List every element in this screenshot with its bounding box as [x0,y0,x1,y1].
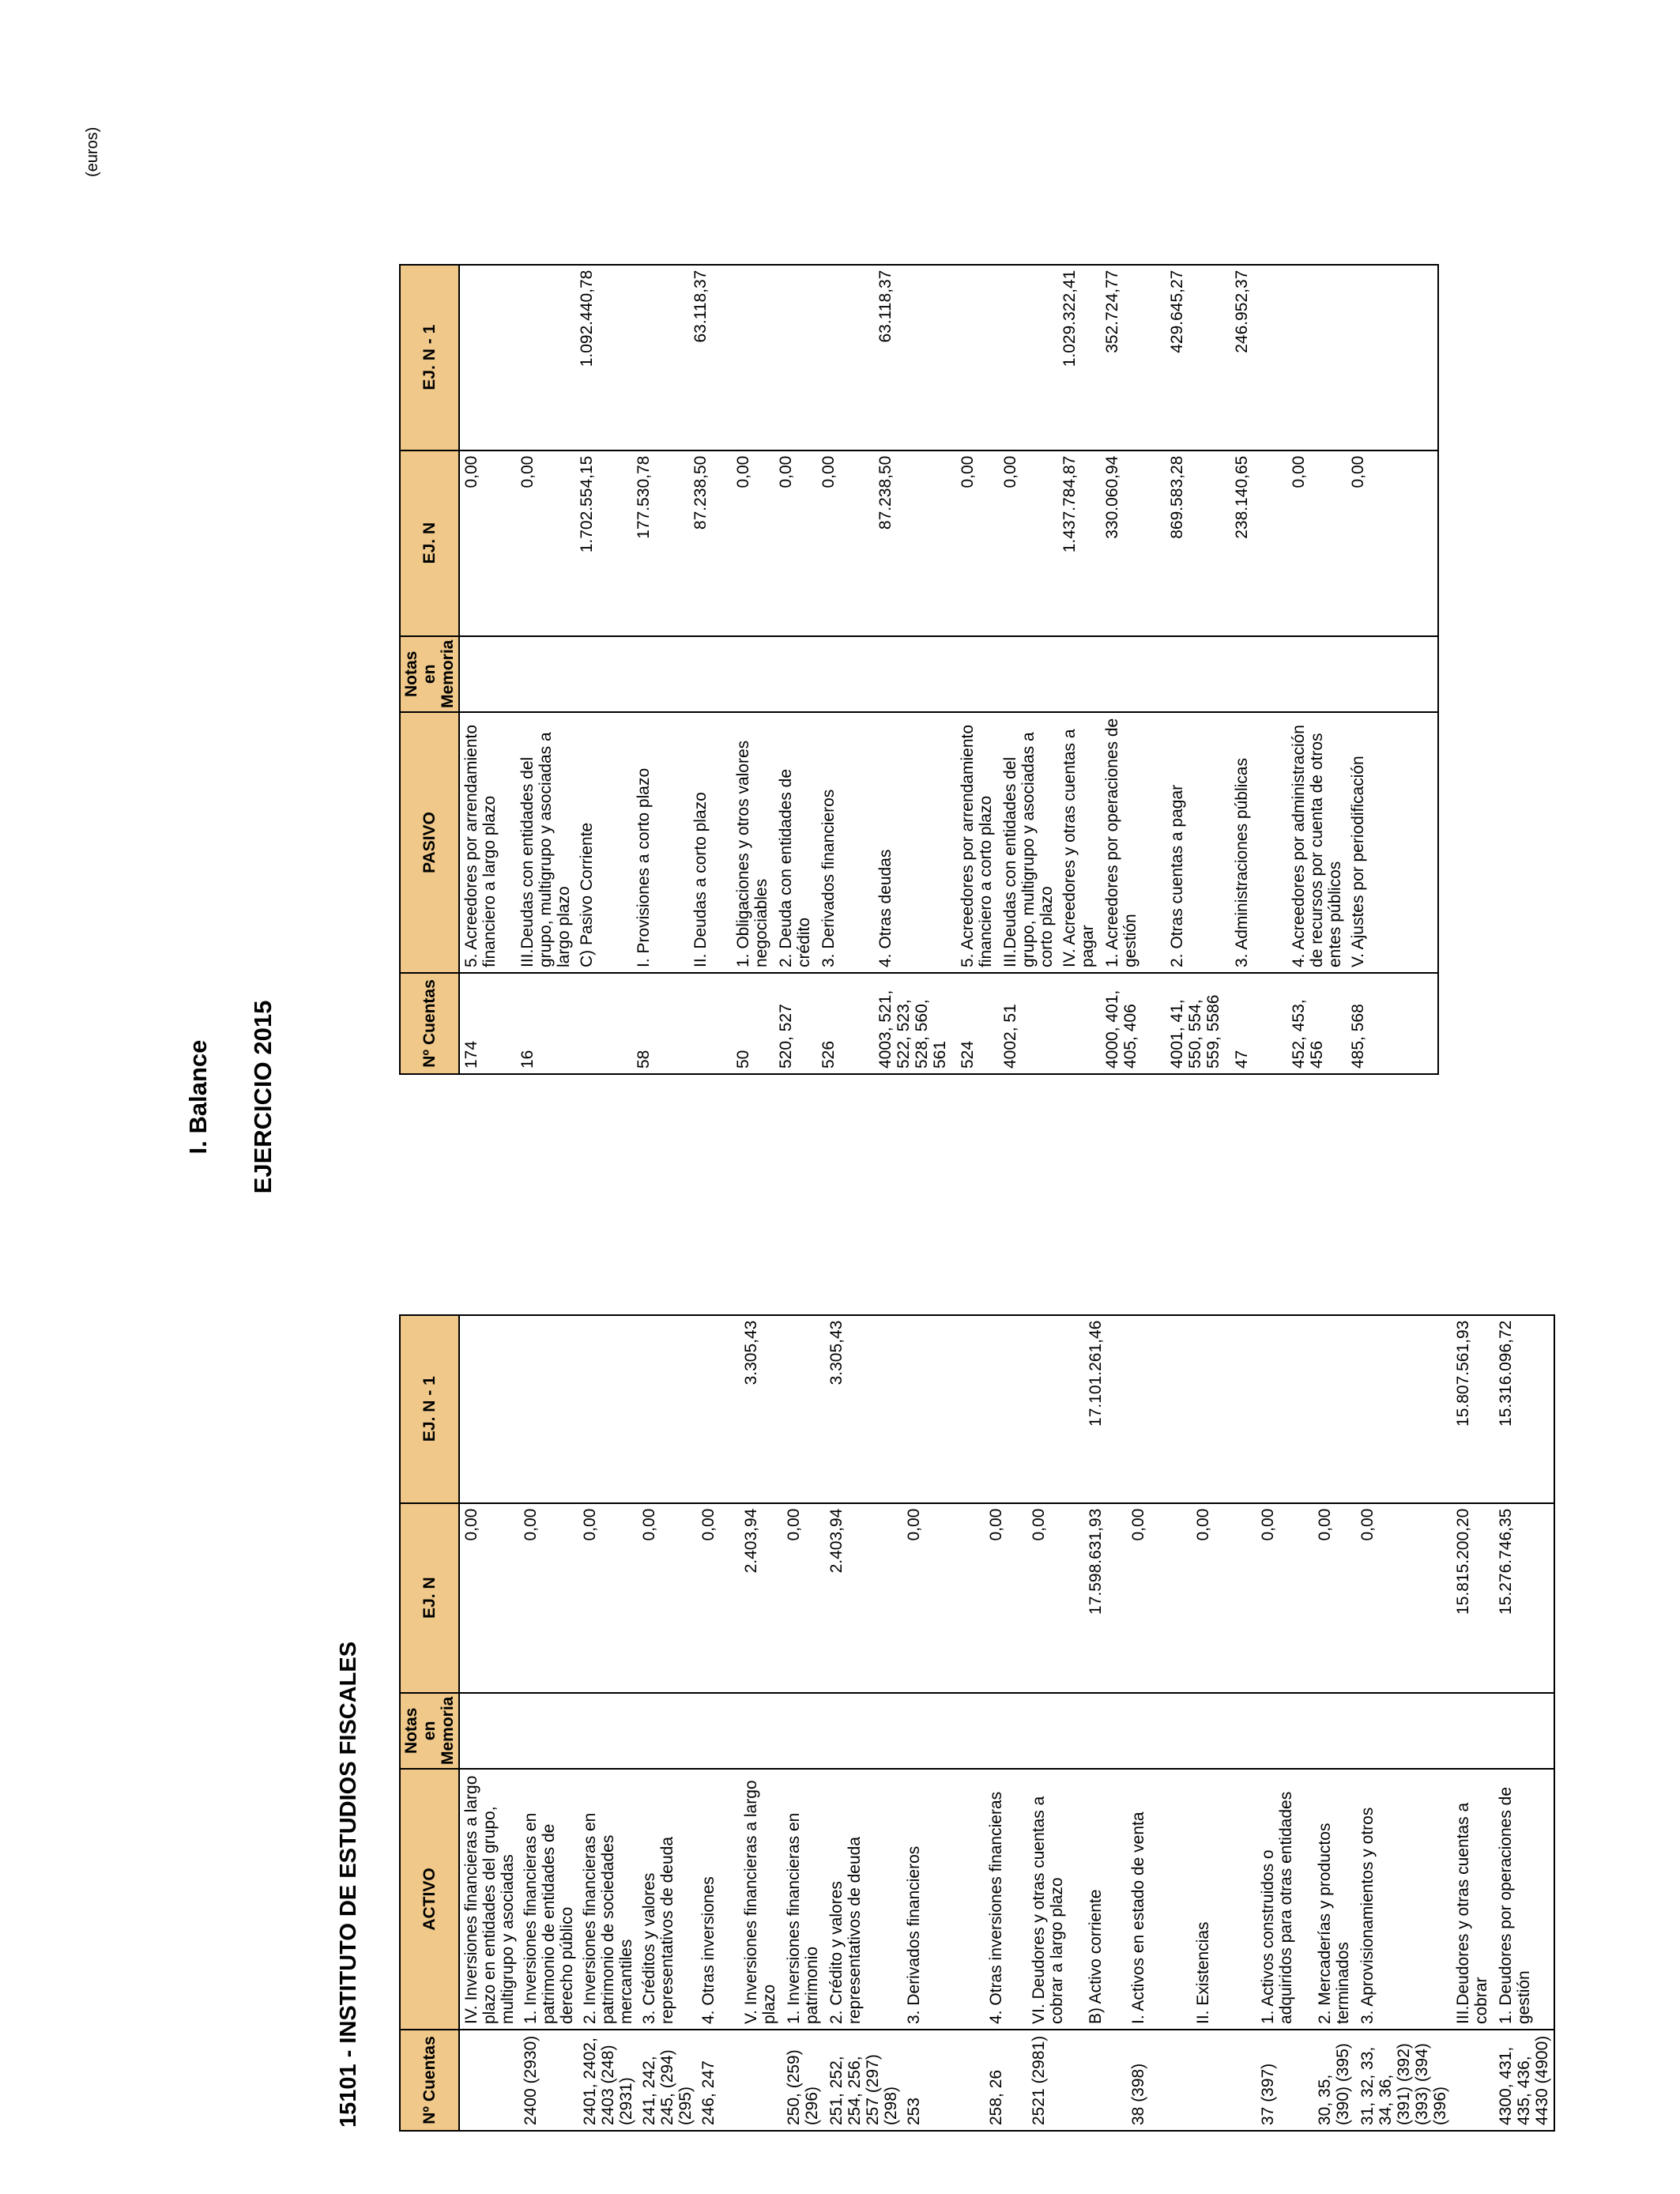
pasivo-cell-ejn: 0,00 [1287,450,1347,636]
pasivo-cell-cuentas: 4000, 401, 405, 406 [1101,973,1166,1074]
pasivo-cell-cuentas: 526 [817,973,874,1074]
pasivo-cell-concepto: I. Provisiones a corto plazo [632,712,689,973]
activo-row [1494,1315,1554,2131]
pasivo-cell-ejn1 [1347,265,1438,450]
pasivo-cell-ejn: 0,00 [774,450,817,636]
pasivo-cell-concepto: C) Pasivo Corriente [575,712,632,973]
pasivo-cell-concepto: 3. Derivados financieros [817,712,874,973]
pasivo-header-ejn: EJ. N [400,450,459,636]
activo-cell-ejn1 [578,1315,638,1503]
activo-cell-ejn1 [1127,1315,1192,1503]
activo-cell-ejn: 17.598.631,93 [1084,1503,1127,1693]
pasivo-cell-notas [1287,636,1347,712]
pasivo-header-ejn1: EJ. N - 1 [400,265,459,450]
activo-cell-notas [1192,1693,1256,1769]
activo-cell-notas [697,1693,740,1769]
pasivo-cell-ejn: 238.140,65 [1230,450,1287,636]
activo-row [782,1315,825,2131]
pasivo-cell-cuentas: 47 [1230,973,1287,1074]
pasivo-header-concepto: PASIVO [400,712,459,973]
pasivo-row [459,265,516,1074]
pasivo-cell-ejn: 87.238,50 [689,450,732,636]
pasivo-cell-notas [732,636,774,712]
activo-cell-concepto: 1. Deudores por operaciones de gestión [1494,1769,1554,2030]
pasivo-cell-cuentas [575,973,632,1074]
pasivo-cell-cuentas: 485, 568 [1347,973,1438,1074]
pasivo-header-cuentas: Nº Cuentas [400,973,459,1074]
activo-cell-ejn1 [1256,1315,1313,1503]
activo-cell-notas [1127,1693,1192,1769]
page-subtitle: EJERCICIO 2015 [249,1000,277,1194]
activo-cell-concepto: VI. Deudores y otras cuentas a cobrar a largo plazo [1027,1769,1084,2030]
pasivo-cell-cuentas: 16 [516,973,575,1074]
pasivo-cell-notas [459,636,516,712]
activo-cell-ejn: 0,00 [1356,1503,1452,1693]
activo-cell-concepto: 3. Créditos y valores representativos de deuda [638,1769,697,2030]
pasivo-cell-cuentas: 524 [956,973,999,1074]
activo-cell-ejn1 [1027,1315,1084,1503]
pasivo-row [1166,265,1230,1074]
activo-header-row [400,1315,459,2131]
pasivo-row [774,265,817,1074]
pasivo-cell-cuentas [689,973,732,1074]
pasivo-cell-cuentas [1058,973,1101,1074]
pasivo-row [1287,265,1347,1074]
pasivo-cell-concepto: III.Deudas con entidades del grupo, multigrupo y asociadas a corto plazo [999,712,1058,973]
activo-header-notas: Notas en Memoria [400,1693,459,1769]
institute-name: 15101 - INSTITUTO DE ESTUDIOS FISCALES [336,1641,361,2128]
activo-cell-ejn: 15.815.200,20 [1452,1503,1494,1693]
activo-cell-ejn: 0,00 [985,1503,1027,1693]
activo-cell-concepto: 1. Inversiones financieras en patrimonio [782,1769,825,2030]
pasivo-cell-ejn: 0,00 [516,450,575,636]
pasivo-cell-cuentas: 4002, 51 [999,973,1058,1074]
pasivo-cell-ejn1 [817,265,874,450]
activo-cell-cuentas: 31, 32, 33, 34, 36, (391) (392) (393) (394) (396) [1356,2030,1452,2131]
pasivo-cell-notas [999,636,1058,712]
pasivo-row [956,265,999,1074]
pasivo-cell-concepto: 4. Otras deudas [874,712,956,973]
pasivo-cell-notas [632,636,689,712]
pasivo-cell-concepto: 1. Acreedores por operaciones de gestión [1101,712,1166,973]
activo-cell-ejn1 [782,1315,825,1503]
activo-cell-ejn: 0,00 [578,1503,638,1693]
activo-cell-ejn1 [1313,1315,1356,1503]
pasivo-cell-ejn1 [1287,265,1347,450]
activo-cell-concepto: I. Activos en estado de venta [1127,1769,1192,2030]
activo-row [697,1315,740,2131]
pasivo-row [732,265,774,1074]
activo-cell-ejn1 [519,1315,578,1503]
activo-cell-ejn1 [638,1315,697,1503]
activo-cell-ejn1 [1356,1315,1452,1503]
activo-cell-ejn1: 3.305,43 [740,1315,782,1503]
activo-cell-ejn: 0,00 [638,1503,697,1693]
pasivo-header-row [400,265,459,1074]
activo-row [1256,1315,1313,2131]
activo-cell-ejn: 2.403,94 [825,1503,902,1693]
pasivo-cell-concepto: 5. Acreedores por arrendamiento financiero a corto plazo [956,712,999,973]
activo-cell-notas [578,1693,638,1769]
pasivo-row [632,265,689,1074]
pasivo-cell-ejn: 0,00 [956,450,999,636]
pasivo-cell-ejn: 0,00 [1347,450,1438,636]
activo-row [1313,1315,1356,2131]
activo-cell-ejn1: 15.807.561,93 [1452,1315,1494,1503]
pasivo-cell-ejn1: 63.118,37 [689,265,732,450]
activo-cell-ejn1: 17.101.261,46 [1084,1315,1127,1503]
activo-cell-notas [459,1693,519,1769]
pasivo-cell-ejn: 1.437.784,87 [1058,450,1101,636]
pasivo-cell-concepto: IV. Acreedores y otras cuentas a pagar [1058,712,1101,973]
activo-cell-concepto: IV. Inversiones financieras a largo plazo en entidades del grupo, multigrupo y asociadas [459,1769,519,2030]
pasivo-cell-concepto: 2. Deuda con entidades de crédito [774,712,817,973]
pasivo-row [1058,265,1101,1074]
pasivo-cell-ejn: 0,00 [459,450,516,636]
activo-cell-concepto: 1. Activos construidos o adquiridos para otras entidades [1256,1769,1313,2030]
pasivo-cell-concepto: 4. Acreedores por administración de recursos por cuenta de otros entes públicos [1287,712,1347,973]
pasivo-cell-notas [1347,636,1438,712]
pasivo-cell-notas [956,636,999,712]
activo-cell-cuentas: 38 (398) [1127,2030,1192,2131]
activo-cell-notas [985,1693,1027,1769]
activo-cell-concepto: 3. Derivados financieros [902,1769,985,2030]
activo-row [1084,1315,1127,2131]
activo-cell-cuentas [1452,2030,1494,2131]
pasivo-cell-ejn: 0,00 [817,450,874,636]
activo-cell-ejn1 [985,1315,1027,1503]
pasivo-cell-ejn: 87.238,50 [874,450,956,636]
pasivo-cell-ejn1 [774,265,817,450]
activo-cell-ejn: 0,00 [1027,1503,1084,1693]
activo-cell-ejn: 0,00 [782,1503,825,1693]
pasivo-cell-notas [774,636,817,712]
pasivo-cell-cuentas: 520, 527 [774,973,817,1074]
pasivo-cell-ejn: 1.702.554,15 [575,450,632,636]
pasivo-cell-notas [1166,636,1230,712]
activo-cell-notas [1256,1693,1313,1769]
activo-row [1192,1315,1256,2131]
activo-header-ejn: EJ. N [400,1503,459,1693]
page-title: I. Balance [184,1039,212,1155]
pasivo-cell-ejn1 [516,265,575,450]
activo-cell-concepto: 2. Crédito y valores representativos de deuda [825,1769,902,2030]
activo-cell-cuentas: 2400 (2930) [519,2030,578,2131]
pasivo-cell-ejn1: 63.118,37 [874,265,956,450]
pasivo-cell-cuentas: 58 [632,973,689,1074]
activo-cell-notas [1084,1693,1127,1769]
pasivo-header-notas: Notas en Memoria [400,636,459,712]
activo-cell-ejn: 0,00 [902,1503,985,1693]
activo-cell-cuentas: 2401, 2402, 2403 (248) (2931) [578,2030,638,2131]
activo-cell-concepto: 2. Mercaderías y productos terminados [1313,1769,1356,2030]
pasivo-cell-cuentas: 4001, 41, 550, 554, 559, 5586 [1166,973,1230,1074]
activo-cell-cuentas: 258, 26 [985,2030,1027,2131]
activo-cell-cuentas [740,2030,782,2131]
pasivo-cell-ejn1: 1.092.440,78 [575,265,632,450]
pasivo-cell-notas [1230,636,1287,712]
units-label: (euros) [84,126,101,177]
activo-cell-ejn1: 3.305,43 [825,1315,902,1503]
pasivo-cell-ejn: 0,00 [999,450,1058,636]
activo-cell-concepto: 3. Aprovisionamientos y otros [1356,1769,1452,2030]
pasivo-cell-ejn1: 246.952,37 [1230,265,1287,450]
pasivo-cell-concepto: 1. Obligaciones y otros valores negociables [732,712,774,973]
pasivo-row [874,265,956,1074]
pasivo-cell-ejn1: 352.724,77 [1101,265,1166,450]
activo-cell-ejn1 [459,1315,519,1503]
activo-cell-ejn: 0,00 [1127,1503,1192,1693]
activo-row [1356,1315,1452,2131]
pasivo-row [1347,265,1438,1074]
pasivo-cell-cuentas: 452, 453, 456 [1287,973,1347,1074]
pasivo-cell-notas [516,636,575,712]
activo-cell-cuentas: 251, 252, 254, 256, 257 (297) (298) [825,2030,902,2131]
activo-row [638,1315,697,2131]
activo-cell-cuentas: 250, (259) (296) [782,2030,825,2131]
activo-row [1027,1315,1084,2131]
pasivo-cell-ejn1 [459,265,516,450]
activo-row [1452,1315,1494,2131]
activo-header-concepto: ACTIVO [400,1769,459,2030]
pasivo-cell-concepto: 5. Acreedores por arrendamiento financiero a largo plazo [459,712,516,973]
activo-cell-cuentas: 246, 247 [697,2030,740,2131]
pasivo-table [399,264,1439,1075]
activo-header-ejn1: EJ. N - 1 [400,1315,459,1503]
pasivo-cell-notas [689,636,732,712]
activo-cell-ejn: 0,00 [1313,1503,1356,1693]
activo-row [578,1315,638,2131]
activo-row [459,1315,519,2131]
activo-cell-cuentas [1192,2030,1256,2131]
activo-header-cuentas: Nº Cuentas [400,2030,459,2131]
pasivo-row [1230,265,1287,1074]
activo-row [985,1315,1027,2131]
activo-cell-ejn1 [1192,1315,1256,1503]
activo-cell-ejn: 0,00 [519,1503,578,1693]
pasivo-row [575,265,632,1074]
activo-row [825,1315,902,2131]
pasivo-cell-cuentas: 4003, 521, 522, 523, 528, 560, 561 [874,973,956,1074]
activo-cell-concepto: III.Deudores y otras cuentas a cobrar [1452,1769,1494,2030]
pasivo-cell-notas [817,636,874,712]
pasivo-cell-ejn1: 1.029.322,41 [1058,265,1101,450]
activo-cell-cuentas: 253 [902,2030,985,2131]
activo-cell-cuentas: 241, 242, 245, (294) (295) [638,2030,697,2131]
activo-cell-notas [902,1693,985,1769]
activo-cell-concepto: B) Activo corriente [1084,1769,1127,2030]
activo-cell-concepto: 4. Otras inversiones [697,1769,740,2030]
activo-cell-ejn: 0,00 [1192,1503,1256,1693]
activo-cell-cuentas: 4300, 431, 435, 436, 4430 (4900) [1494,2030,1554,2131]
activo-cell-notas [782,1693,825,1769]
activo-cell-concepto: II. Existencias [1192,1769,1256,2030]
activo-cell-ejn1 [902,1315,985,1503]
pasivo-cell-ejn: 177.530,78 [632,450,689,636]
pasivo-cell-concepto: II. Deudas a corto plazo [689,712,732,973]
activo-row [902,1315,985,2131]
activo-cell-cuentas: 2521 (2981) [1027,2030,1084,2131]
activo-cell-concepto: 1. Inversiones financieras en patrimonio de entidades de derecho público [519,1769,578,2030]
activo-cell-notas [638,1693,697,1769]
activo-cell-concepto: V. Inversiones financieras a largo plazo [740,1769,782,2030]
pasivo-cell-notas [874,636,956,712]
pasivo-cell-cuentas: 50 [732,973,774,1074]
pasivo-cell-concepto: 3. Administraciones públicas [1230,712,1287,973]
activo-cell-notas [1452,1693,1494,1769]
activo-cell-concepto: 2. Inversiones financieras en patrimonio de sociedades mercantiles [578,1769,638,2030]
activo-cell-notas [825,1693,902,1769]
pasivo-cell-notas [575,636,632,712]
activo-cell-ejn1: 15.316.096,72 [1494,1315,1554,1503]
pasivo-row [817,265,874,1074]
pasivo-row [516,265,575,1074]
activo-cell-notas [519,1693,578,1769]
activo-cell-ejn: 0,00 [1256,1503,1313,1693]
pasivo-cell-ejn1 [732,265,774,450]
activo-cell-cuentas: 37 (397) [1256,2030,1313,2131]
activo-cell-cuentas [1084,2030,1127,2131]
pasivo-cell-ejn1 [956,265,999,450]
pasivo-cell-notas [1101,636,1166,712]
pasivo-cell-ejn: 330.060,94 [1101,450,1166,636]
pasivo-cell-ejn1 [632,265,689,450]
activo-cell-ejn: 0,00 [459,1503,519,1693]
activo-cell-cuentas: 30, 35, (390) (395) [1313,2030,1356,2131]
activo-table [399,1314,1555,2132]
activo-cell-ejn1 [697,1315,740,1503]
pasivo-cell-concepto: III.Deudas con entidades del grupo, multigrupo y asociadas a largo plazo [516,712,575,973]
pasivo-cell-ejn1: 429.645,27 [1166,265,1230,450]
activo-cell-notas [1313,1693,1356,1769]
activo-cell-notas [740,1693,782,1769]
pasivo-row [1101,265,1166,1074]
activo-row [1127,1315,1192,2131]
pasivo-row [689,265,732,1074]
activo-cell-ejn: 15.276.746,35 [1494,1503,1554,1693]
pasivo-cell-ejn: 0,00 [732,450,774,636]
pasivo-cell-cuentas: 174 [459,973,516,1074]
activo-cell-ejn: 2.403,94 [740,1503,782,1693]
activo-cell-ejn: 0,00 [697,1503,740,1693]
pasivo-cell-concepto: V. Ajustes por periodificación [1347,712,1438,973]
pasivo-cell-ejn1 [999,265,1058,450]
pasivo-row [999,265,1058,1074]
pasivo-cell-ejn: 869.583,28 [1166,450,1230,636]
activo-cell-notas [1027,1693,1084,1769]
activo-row [519,1315,578,2131]
activo-row [740,1315,782,2131]
pasivo-cell-concepto: 2. Otras cuentas a pagar [1166,712,1230,973]
activo-cell-notas [1494,1693,1554,1769]
activo-cell-cuentas [459,2030,519,2131]
pasivo-cell-notas [1058,636,1101,712]
activo-cell-concepto: 4. Otras inversiones financieras [985,1769,1027,2030]
activo-cell-notas [1356,1693,1452,1769]
